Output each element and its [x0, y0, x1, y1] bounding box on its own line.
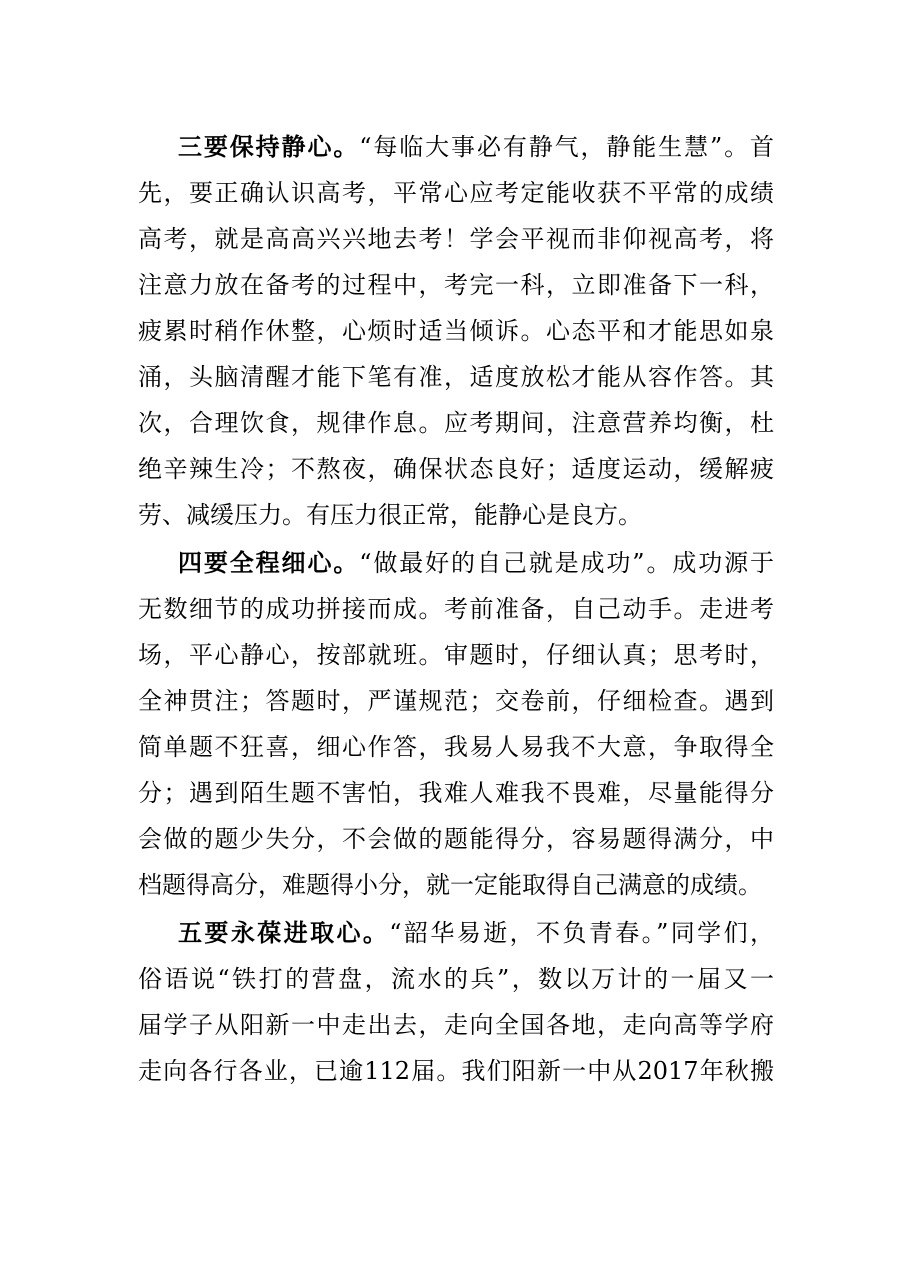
text-line: 无数细节的成功拼接而成。考前准备，自己动手。走进考 [138, 595, 774, 623]
text-line: 走向各行各业，已逾112届。我们阳新一中从2017年秋搬 [138, 1057, 774, 1085]
text-line: 疲累时稍作休整，心烦时适当倾诉。心态平和才能思如泉 [138, 317, 774, 345]
text-line: “每临大事必有静气，静能生慧”。首 [359, 133, 775, 161]
paragraph-heading: 四要全程细心。 [178, 548, 360, 577]
paragraph-heading: 三要保持静心。 [178, 132, 360, 161]
text-line: 场，平心静心，按部就班。审题时，仔细认真；思考时， [138, 641, 774, 669]
document-page [138, 124, 774, 1096]
text-line: 次，合理饮食，规律作息。应考期间，注意营养均衡，杜 [138, 409, 774, 437]
paragraph-heading: 五要永葆进取心。 [178, 918, 390, 947]
text-line: “做最好的自己就是成功”。成功源于 [359, 549, 775, 577]
paragraph-be-careful [138, 540, 774, 908]
text-line: “韶华易逝，不负青春。”同学们， [389, 919, 775, 947]
text-line: 注意力放在备考的过程中，考完一科，立即准备下一科， [138, 271, 774, 299]
text-line: 全神贯注；答题时，严谨规范；交卷前，仔细检查。遇到 [138, 687, 774, 715]
text-line: 简单题不狂喜，细心作答，我易人易我不大意，争取得全 [138, 733, 774, 761]
text-line: 高考，就是高高兴兴地去考！学会平视而非仰视高考，将 [138, 225, 774, 253]
text-line: 分；遇到陌生题不害怕，我难人难我不畏难，尽量能得分 [138, 779, 774, 807]
text-line: 档题得高分，难题得小分，就一定能取得自己满意的成绩。 [138, 871, 762, 899]
text-line: 涌，头脑清醒才能下笔有准，适度放松才能从容作答。其 [138, 363, 774, 391]
text-line: 先，要正确认识高考，平常心应考定能收获不平常的成绩 [138, 179, 774, 207]
paragraph-first-line [138, 124, 774, 170]
text-line: 绝辛辣生冷；不熬夜，确保状态良好；适度运动，缓解疲 [138, 455, 774, 483]
text-line: 俗语说“铁打的营盘，流水的兵”，数以万计的一届又一 [138, 965, 774, 993]
paragraph-stay-calm [138, 124, 774, 538]
text-line: 劳、减缓压力。有压力很正常，能静心是良方。 [138, 501, 642, 529]
paragraph-first-line [138, 540, 774, 586]
paragraph-stay-ambitious [138, 910, 774, 1094]
text-line: 届学子从阳新一中走出去，走向全国各地，走向高等学府 [138, 1011, 774, 1039]
text-line: 会做的题少失分，不会做的题能得分，容易题得满分，中 [138, 825, 774, 853]
paragraph-first-line [138, 910, 774, 956]
